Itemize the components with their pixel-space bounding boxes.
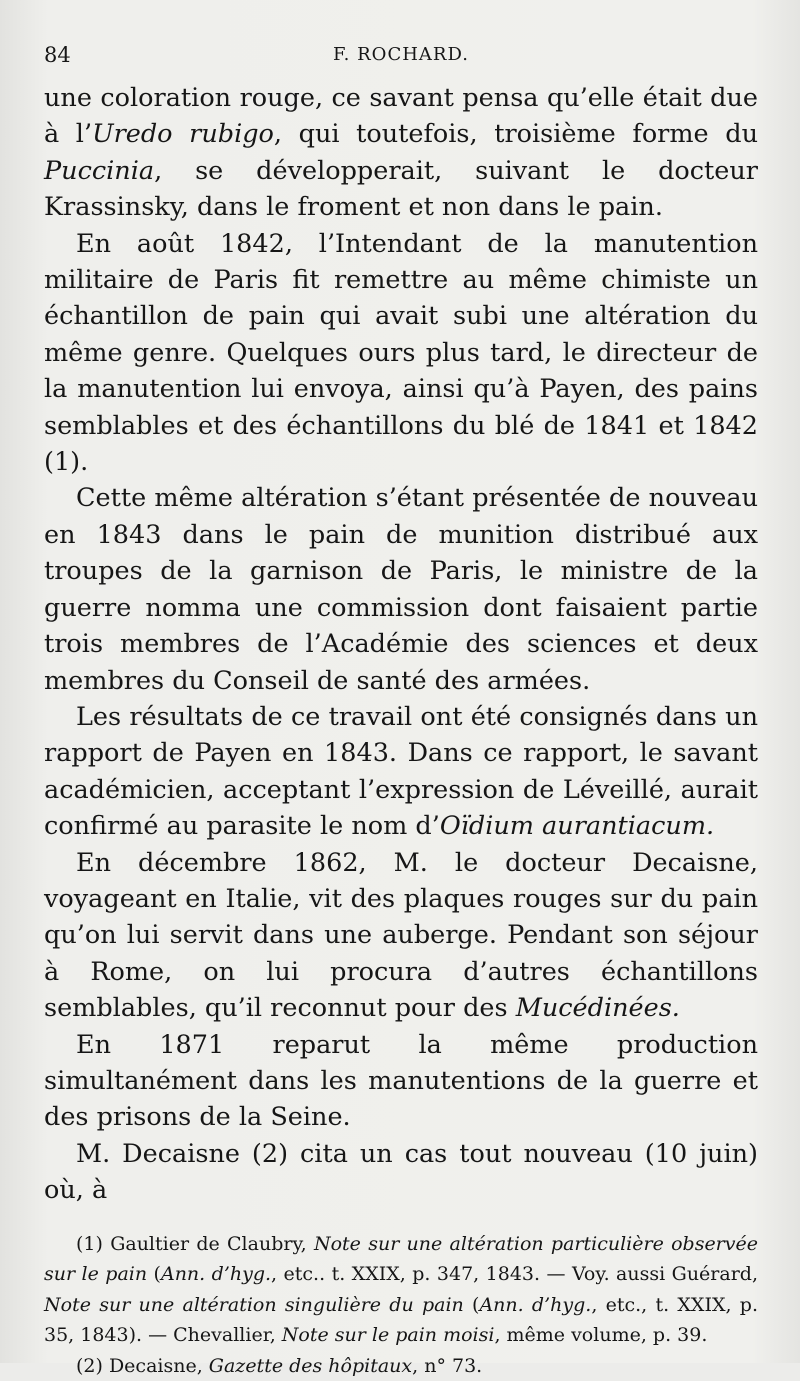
- body-text: [44, 80, 758, 1209]
- paragraph: [44, 80, 758, 226]
- text-run: En décembre 1862, M. le docteur Decaisne, voyageant en Italie, vit des plaques rouges sur du pain qu’on lui servit dans une auberge. Pendant son séjour à Rome, on lui procura d’autres échantillons semblables, qu’il reconnut pour des: [44, 847, 758, 1024]
- italic-text: Puccinia: [44, 155, 155, 186]
- italic-text: Ann. d’hyg.: [160, 1263, 272, 1286]
- italic-text: Ann. d’hyg.: [479, 1293, 592, 1316]
- text-run: En août 1842, l’Intendant de la manutention militaire de Paris fit remettre au même chimiste un échantillon de pain qui avait subi une altération du même genre. Quelques ours plus tard, le directeur de la manutention lui envoya, ainsi qu’à Payen, des pains semblables et des échantillons du blé de 1841 et 1842 (1).: [44, 228, 758, 478]
- text-run: , etc., t. XXIX, p. 35, 1843). — Chevallier,: [44, 1293, 758, 1347]
- text-run: , se développerait, suivant le docteur Krassinsky, dans le froment et non dans le pain.: [44, 155, 758, 223]
- italic-text: Note sur une altération particulière observée sur le pain: [44, 1232, 758, 1286]
- italic-text: Note sur une altération singulière du pain: [44, 1293, 464, 1316]
- text-run: (: [463, 1293, 480, 1316]
- text-run: , n° 73.: [412, 1354, 483, 1377]
- italic-text: Uredo rubigo: [92, 119, 274, 150]
- running-head: F. ROCHARD.: [333, 44, 469, 65]
- text-run: (1) Gaultier de Claubry,: [76, 1232, 314, 1255]
- text-run: , qui toutefois, troisième forme du: [273, 119, 758, 150]
- text-run: En 1871 reparut la même production simultanément dans les manutentions de la guerre et des prisons de la Seine.: [44, 1029, 758, 1133]
- footnotes: [44, 1229, 758, 1381]
- page-number: 84: [44, 43, 71, 67]
- paragraph: [44, 480, 758, 698]
- text-run: M. Decaisne (2) cita un cas tout nouveau (10 juin) où, à: [44, 1138, 758, 1206]
- footnote: [44, 1229, 758, 1351]
- italic-text: Gazette des hôpitaux: [208, 1354, 413, 1377]
- paragraph: [44, 1027, 758, 1136]
- paragraph: [44, 845, 758, 1027]
- paragraph: [44, 1136, 758, 1209]
- footnote: [44, 1351, 758, 1381]
- italic-text: Oïdium aurantiacum.: [439, 811, 715, 842]
- text-run: (2) Decaisne,: [76, 1354, 209, 1377]
- text-run: une coloration rouge, ce savant pensa qu’elle était due à l’: [44, 83, 758, 150]
- italic-text: Mucédinées.: [515, 993, 680, 1024]
- text-run: , etc.. t. XXIX, p. 347, 1843. — Voy. aussi Guérard,: [271, 1263, 758, 1286]
- text-run: , même volume, p. 39.: [494, 1324, 708, 1347]
- text-run: (: [147, 1263, 161, 1286]
- paragraph: [44, 226, 758, 481]
- text-run: Cette même altération s’étant présentée de nouveau en 1843 dans le pain de munition distribué aux troupes de la garnison de Paris, le ministre de la guerre nomma une commission dont faisaient partie trois membres de l’Académie des sciences et deux membres du Conseil de santé des armées.: [44, 483, 758, 696]
- page-header: [44, 38, 758, 72]
- text-run: Les résultats de ce travail ont été consignés dans un rapport de Payen en 1843. Dans ce rapport, le savant académicien, acceptant l’expression de Léveillé, aurait confirmé au parasite le nom d’: [44, 701, 758, 842]
- paragraph: [44, 699, 758, 845]
- italic-text: Note sur le pain moisi: [281, 1324, 495, 1347]
